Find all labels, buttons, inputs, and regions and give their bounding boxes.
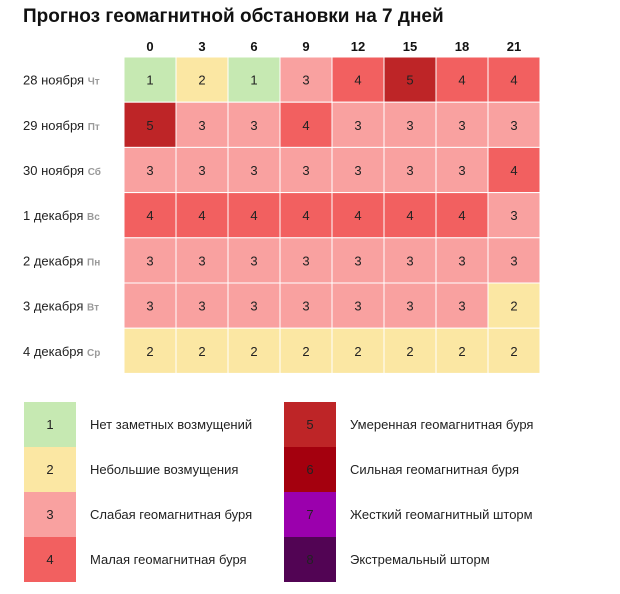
column-label: 18 <box>454 39 470 54</box>
cell-value: 2 <box>458 343 466 359</box>
cell-value: 3 <box>354 298 362 314</box>
cell-value: 4 <box>302 208 310 224</box>
legend-swatch: 2 <box>24 447 76 492</box>
legend-label: Малая геомагнитная буря <box>90 552 247 567</box>
cell-value: 1 <box>250 72 258 88</box>
cell-value: 2 <box>198 72 206 88</box>
cell-value: 3 <box>406 253 414 269</box>
cell-value: 2 <box>302 343 310 359</box>
cell-value: 4 <box>510 163 518 178</box>
column-label: 21 <box>506 39 522 54</box>
cell-value: 3 <box>458 253 466 269</box>
row-weekday: Пт <box>87 121 100 133</box>
cell-value: 4 <box>354 72 362 88</box>
cell-value: 3 <box>198 253 206 269</box>
legend-swatch: 7 <box>284 492 336 537</box>
legend-item-7 <box>284 492 533 537</box>
cell-value: 3 <box>302 163 310 178</box>
cell-value: 4 <box>510 72 518 88</box>
cell-value: 3 <box>198 163 206 178</box>
column-label: 15 <box>402 39 418 54</box>
cell-value: 3 <box>198 117 206 133</box>
legend-label: Экстремальный шторм <box>350 552 490 567</box>
cell-value: 3 <box>302 253 310 269</box>
row-weekday: Чт <box>87 76 100 88</box>
cell-value: 4 <box>406 208 414 224</box>
legend-swatch: 6 <box>284 447 336 492</box>
cell-value: 3 <box>510 253 518 269</box>
cell-value: 4 <box>302 117 310 133</box>
legend-item-8 <box>284 537 490 582</box>
cell-value: 4 <box>458 72 466 88</box>
legend-swatch: 5 <box>284 402 336 447</box>
cell-value: 4 <box>198 208 206 224</box>
cell-value: 3 <box>458 117 466 133</box>
legend-label: Сильная геомагнитная буря <box>350 462 519 477</box>
row-weekday: Пн <box>87 257 101 269</box>
cell-value: 3 <box>146 163 154 178</box>
cell-value: 2 <box>198 343 206 359</box>
cell-value: 3 <box>406 298 414 314</box>
cell-value: 3 <box>198 298 206 314</box>
cell-value: 3 <box>250 298 258 314</box>
legend-item-5 <box>284 402 533 447</box>
column-label: 3 <box>198 39 206 54</box>
legend-swatch: 1 <box>24 402 76 447</box>
cell-value: 3 <box>458 298 466 314</box>
cell-value: 3 <box>510 208 518 224</box>
cell-value: 4 <box>250 208 258 224</box>
row-label: 3 декабря Вт <box>23 298 100 314</box>
column-label: 6 <box>250 39 258 54</box>
legend-swatch: 4 <box>24 537 76 582</box>
cell-value: 2 <box>510 343 518 359</box>
legend-item-4 <box>24 537 247 582</box>
cell-value: 3 <box>458 163 466 178</box>
cell-value: 1 <box>146 72 154 88</box>
column-label: 0 <box>146 39 154 54</box>
legend-item-3 <box>24 492 252 537</box>
legend-item-2 <box>24 447 238 492</box>
cell-value: 3 <box>406 117 414 133</box>
row-label: 2 декабря Пн <box>23 253 101 269</box>
cell-value: 4 <box>146 208 154 224</box>
legend-label: Умеренная геомагнитная буря <box>350 417 534 432</box>
cell-value: 5 <box>146 117 154 133</box>
row-label: 1 декабря Вс <box>23 208 100 224</box>
cell-value: 2 <box>406 343 414 359</box>
cell-value: 3 <box>146 298 154 314</box>
row-weekday: Вс <box>87 212 100 224</box>
cell-value: 3 <box>250 253 258 269</box>
cell-value: 2 <box>250 343 258 359</box>
cell-value: 3 <box>354 117 362 133</box>
row-weekday: Сб <box>87 167 101 178</box>
row-label: 30 ноября Сб <box>23 163 101 178</box>
page-title: Прогноз геомагнитной обстановки на 7 дней <box>23 6 444 27</box>
row-weekday: Ср <box>87 347 101 359</box>
cell-value: 3 <box>146 253 154 269</box>
legend-label: Жесткий геомагнитный шторм <box>350 507 533 522</box>
cell-value: 3 <box>406 163 414 178</box>
legend-label: Нет заметных возмущений <box>90 417 253 432</box>
legend-label: Небольшие возмущения <box>90 462 239 477</box>
cell-value: 3 <box>250 163 258 178</box>
cell-value: 3 <box>354 163 362 178</box>
cell-value: 3 <box>302 298 310 314</box>
cell-value: 2 <box>354 343 362 359</box>
cell-value: 3 <box>354 253 362 269</box>
cell-value: 2 <box>510 298 518 314</box>
legend-label: Слабая геомагнитная буря <box>90 507 253 522</box>
cell-value: 2 <box>146 343 154 359</box>
cell-value: 3 <box>302 72 310 88</box>
cell-value: 5 <box>406 72 414 88</box>
cell-value: 3 <box>250 117 258 133</box>
column-label: 9 <box>302 39 310 54</box>
row-label: 29 ноября Пт <box>23 117 100 133</box>
row-weekday: Вт <box>87 302 100 314</box>
row-label: 28 ноября Чт <box>23 72 100 88</box>
cell-value: 3 <box>510 117 518 133</box>
legend-item-1 <box>24 402 252 447</box>
legend-item-6 <box>284 447 519 492</box>
cell-value: 4 <box>354 208 362 224</box>
cell-value: 4 <box>458 208 466 224</box>
legend-swatch: 3 <box>24 492 76 537</box>
column-label: 12 <box>350 39 366 54</box>
legend-swatch: 8 <box>284 537 336 582</box>
row-label: 4 декабря Ср <box>23 343 101 359</box>
